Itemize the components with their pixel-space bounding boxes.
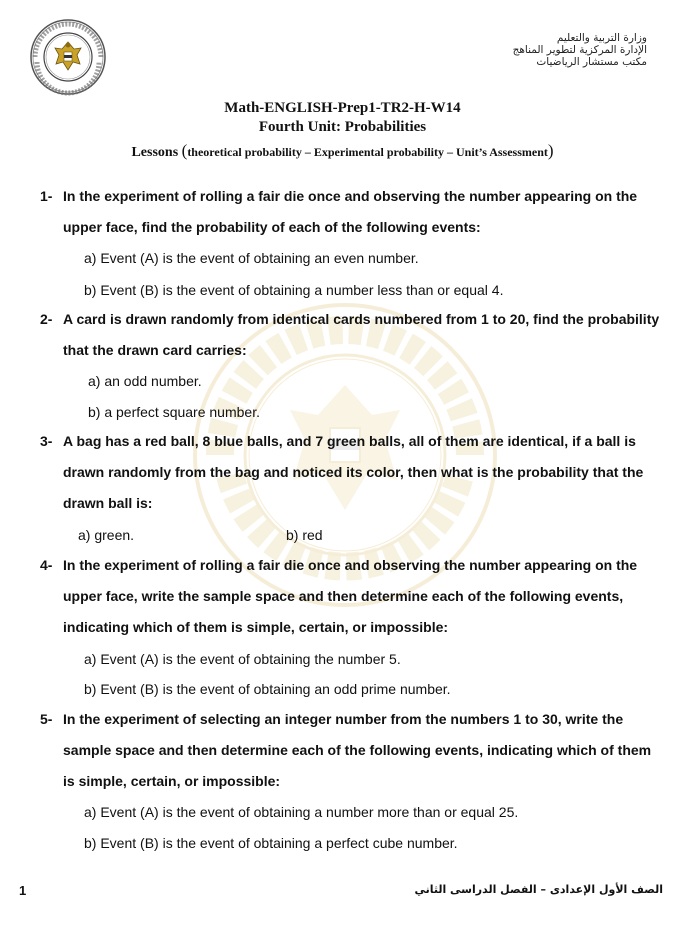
question-2-option-a: a) an odd number. xyxy=(88,373,202,389)
question-text: In the experiment of rolling a fair die once and observing the number appearing on the upper face, find the probability of each of the following events: xyxy=(63,188,638,235)
question-number: 5- xyxy=(40,711,53,727)
lessons-label: Lessons xyxy=(131,145,179,160)
question-2-option-b: b) a perfect square number. xyxy=(88,404,260,420)
question-number: 4- xyxy=(40,557,53,573)
question-1-option-a: a) Event (A) is the event of obtaining an even number. xyxy=(84,250,419,266)
lessons-list: theoretical probability – Experimental probability – Unit’s Assessment xyxy=(187,145,548,159)
question-5-option-a: a) Event (A) is the event of obtaining a number more than or equal 25. xyxy=(84,804,519,820)
question-1-option-b: b) Event (B) is the event of obtaining a number less than or equal 4. xyxy=(84,282,504,298)
question-text: A bag has a red ball, 8 blue balls, and 7 green balls, all of them are identical, if a ball is drawn randomly from the bag and noticed its color, then what is the probability that the drawn ball is: xyxy=(63,433,644,511)
ministry-seal-icon xyxy=(29,18,107,96)
lessons-line xyxy=(0,142,685,162)
question-3 xyxy=(40,426,665,519)
question-4-option-a: a) Event (A) is the event of obtaining the number 5. xyxy=(84,651,401,667)
ministry-line: وزارة التربية والتعليم xyxy=(556,32,647,44)
question-text: In the experiment of rolling a fair die once and observing the number appearing on the upper face, write the sample space and then determine each of the following events, indicating which of them is simple, certain, or impossible: xyxy=(63,557,638,635)
unit-title: Fourth Unit: Probabilities xyxy=(258,119,427,135)
question-text: In the experiment of selecting an integer number from the numbers 1 to 30, write the sample space and then determine each of the following events, indicating which of them is simple, certain, or impossible: xyxy=(63,711,652,789)
question-3-option-a: a) green. xyxy=(78,527,135,543)
question-5 xyxy=(40,704,665,797)
ministry-line: مكتب مستشار الرياضيات xyxy=(536,56,647,68)
ministry-header xyxy=(513,32,647,68)
grade-term-footer: الصف الأول الإعدادى – الفصل الدراسى الثاني xyxy=(414,883,663,896)
question-3-option-b: b) red xyxy=(286,527,323,543)
question-number: 1- xyxy=(40,188,53,204)
page-number: 1 xyxy=(19,883,27,898)
question-5-option-b: b) Event (B) is the event of obtaining a perfect cube number. xyxy=(84,835,458,851)
question-1 xyxy=(40,181,665,243)
question-4 xyxy=(40,550,665,643)
question-number: 3- xyxy=(40,433,53,449)
question-text: A card is drawn randomly from identical cards numbered from 1 to 20, find the probability that the drawn card carries: xyxy=(63,311,660,358)
paren-open: ( xyxy=(181,141,188,160)
worksheet-code-title: Math-ENGLISH-Prep1-TR2-H-W14 xyxy=(224,100,461,116)
ministry-line: الإدارة المركزية لتطوير المناهج xyxy=(512,44,647,56)
question-2 xyxy=(40,304,665,366)
question-4-option-b: b) Event (B) is the event of obtaining an odd prime number. xyxy=(84,681,451,697)
paren-close: ) xyxy=(547,141,554,160)
question-number: 2- xyxy=(40,311,53,327)
